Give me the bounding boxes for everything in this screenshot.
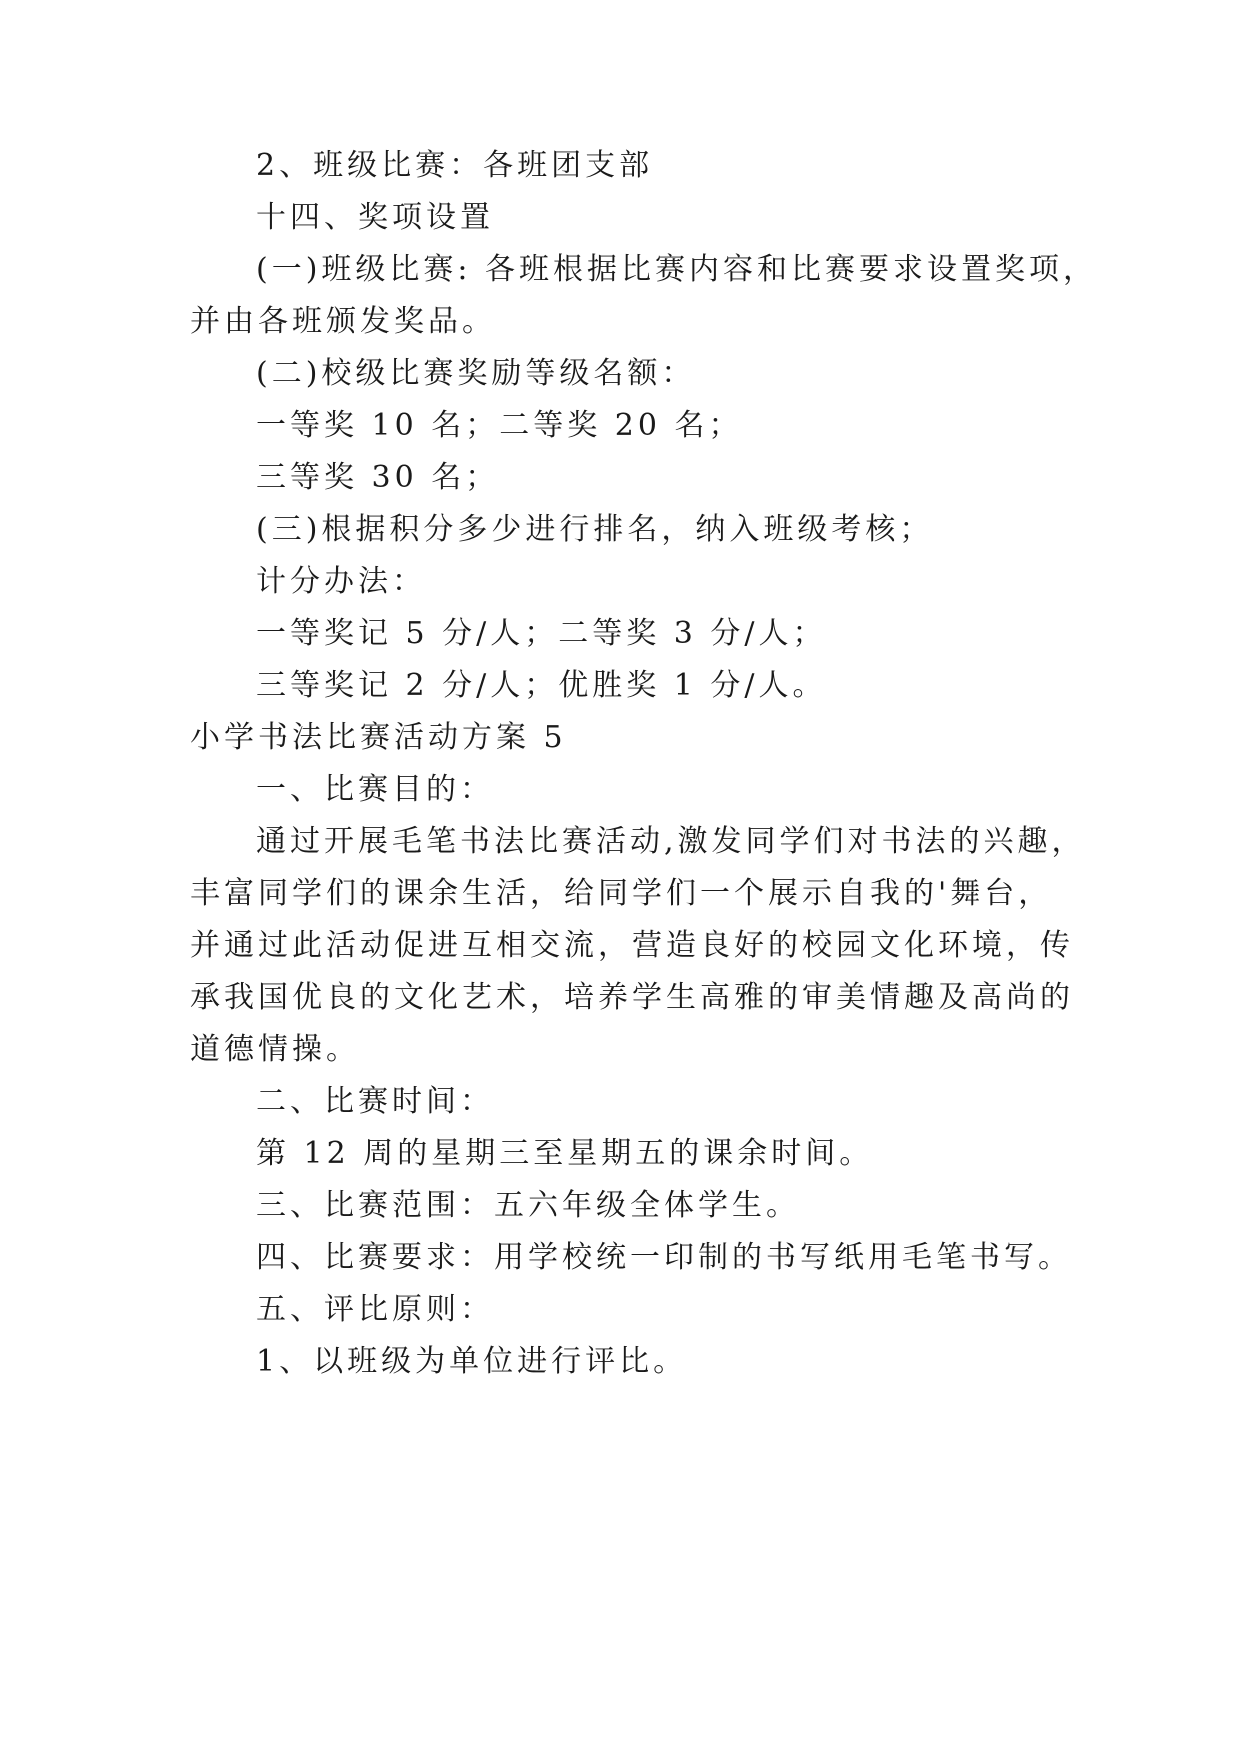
text-line: (三)根据积分多少进行排名，纳入班级考核； bbox=[256, 512, 934, 547]
text-line: 计分办法： bbox=[256, 564, 426, 599]
text-line: 三、比赛范围：五六年级全体学生。 bbox=[256, 1188, 800, 1223]
text-line: (二)校级比赛奖励等级名额： bbox=[256, 356, 696, 391]
text-line: 丰富同学们的课余生活，给同学们一个展示自我的'舞台， bbox=[190, 876, 1053, 911]
text-line: (一)班级比赛: 各班根据比赛内容和比赛要求设置奖项， bbox=[256, 252, 1098, 287]
text-line: 一等奖记 5 分/人；二等奖 3 分/人； bbox=[256, 616, 827, 651]
document-title: 小学书法比赛活动方案 5 bbox=[190, 720, 567, 755]
text-line: 三等奖记 2 分/人；优胜奖 1 分/人。 bbox=[256, 668, 827, 703]
section-heading: 一、比赛目的： bbox=[256, 772, 494, 807]
section-heading: 二、比赛时间： bbox=[256, 1084, 494, 1119]
text-line: 并由各班颁发奖品。 bbox=[190, 304, 496, 339]
section-heading: 五、评比原则： bbox=[256, 1292, 494, 1327]
section-heading: 十四、奖项设置 bbox=[256, 200, 494, 235]
text-line: 四、比赛要求：用学校统一印制的书写纸用毛笔书写。 bbox=[256, 1240, 1072, 1275]
text-line: 一等奖 10 名；二等奖 20 名； bbox=[256, 408, 743, 443]
text-line: 1、以班级为单位进行评比。 bbox=[256, 1344, 688, 1379]
text-line: 并通过此活动促进互相交流，营造良好的校园文化环境，传 bbox=[190, 928, 1074, 963]
text-line: 通过开展毛笔书法比赛活动,激发同学们对书法的兴趣， bbox=[256, 824, 1086, 859]
text-line: 道德情操。 bbox=[190, 1032, 360, 1067]
text-line: 三等奖 30 名； bbox=[256, 460, 500, 495]
text-line: 第 12 周的星期三至星期五的课余时间。 bbox=[256, 1136, 874, 1171]
text-line: 2、班级比赛：各班团支部 bbox=[256, 148, 654, 183]
text-line: 承我国优良的文化艺术，培养学生高雅的审美情趣及高尚的 bbox=[190, 980, 1074, 1015]
